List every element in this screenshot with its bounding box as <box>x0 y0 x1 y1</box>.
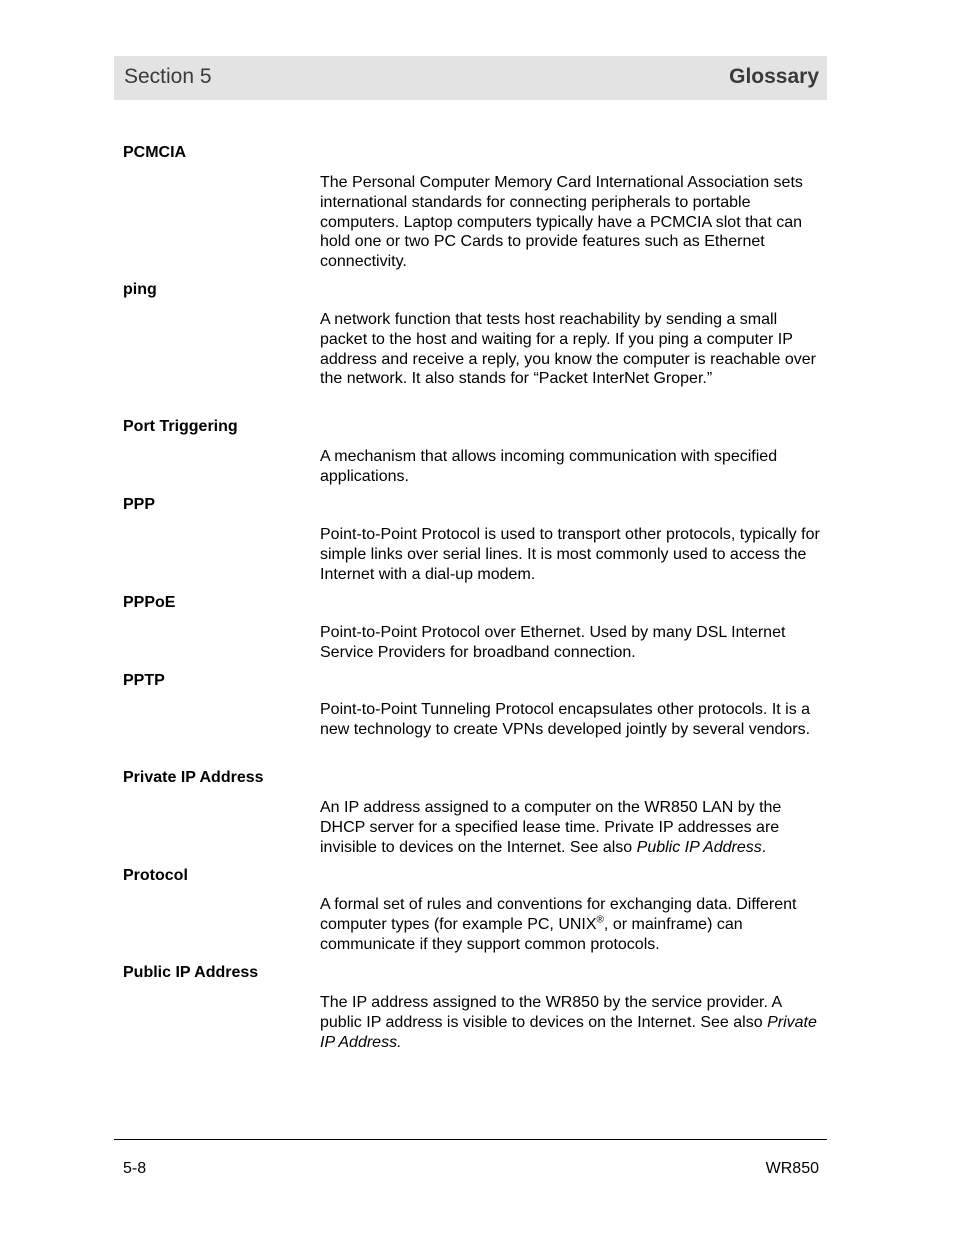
definition-pcmcia: The Personal Computer Memory Card International Association sets international standards for connecting peripherals to portable computers. Laptop computers typically have a PCMCIA slot that can hold one or two PC Cards to provide features such as Ethernet connectivity. <box>320 174 803 271</box>
term-pppoe: PPPoE <box>123 594 176 611</box>
definition-protocol <box>320 895 825 954</box>
definition-text-end: , or mainframe) can communicate if they support common protocols. <box>320 915 743 953</box>
definition-pptp: Point-to-Point Tunneling Protocol encapsulates other protocols. It is a new technology to create VPNs developed jointly by several vendors. <box>320 701 811 738</box>
term-pptp: PPTP <box>123 672 165 689</box>
page-header <box>114 56 827 100</box>
definition-port-triggering: A mechanism that allows incoming communication with specified applications. <box>320 448 778 485</box>
term-pcmcia: PCMCIA <box>123 144 187 161</box>
term-ping: ping <box>123 281 157 298</box>
term-port-triggering: Port Triggering <box>123 418 238 435</box>
term-private-ip-address: Private IP Address <box>123 769 264 786</box>
definition-ppp: Point-to-Point Protocol is used to transport other protocols, typically for simple links over serial lines. It is most commonly used to access the Internet with a dial-up modem. <box>320 526 820 583</box>
term-ppp: PPP <box>123 496 156 513</box>
term-public-ip-address: Public IP Address <box>123 964 259 981</box>
cross-reference: Private IP Address. <box>320 1013 817 1051</box>
section-label: Section 5 <box>124 65 212 88</box>
definition-pppoe: Point-to-Point Protocol over Ethernet. Used by many DSL Internet Service Providers for broadband connection. <box>320 624 786 661</box>
definition-text: An IP address assigned to a computer on the WR850 LAN by the DHCP server for a specified lease time. Private IP addresses are invisible to devices on the Internet. See also <box>320 799 782 856</box>
product-name: WR850 <box>765 1160 819 1177</box>
term-protocol: Protocol <box>123 867 188 884</box>
section-title: Glossary <box>729 65 819 88</box>
cross-reference: Public IP Address <box>636 838 762 856</box>
registered-mark: ® <box>596 914 604 926</box>
definition-text: The IP address assigned to the WR850 by the service provider. A public IP address is visible to devices on the Internet. See also <box>320 994 782 1031</box>
definition-ping: A network function that tests host reachability by sending a small packet to the host and waiting for a reply. If you ping a computer IP address and receive a reply, you know the computer is reachable over the network. It also stands for “Packet InterNet Groper.” <box>320 311 816 388</box>
footer-divider <box>114 1139 827 1140</box>
definition-public-ip-address <box>320 993 825 1052</box>
definition-text: A formal set of rules and conventions for exchanging data. Different computer types (for example PC, UNIX <box>320 896 797 933</box>
definition-private-ip-address <box>320 798 825 857</box>
page-number: 5-8 <box>123 1160 147 1177</box>
definition-text-end: . <box>761 838 767 856</box>
